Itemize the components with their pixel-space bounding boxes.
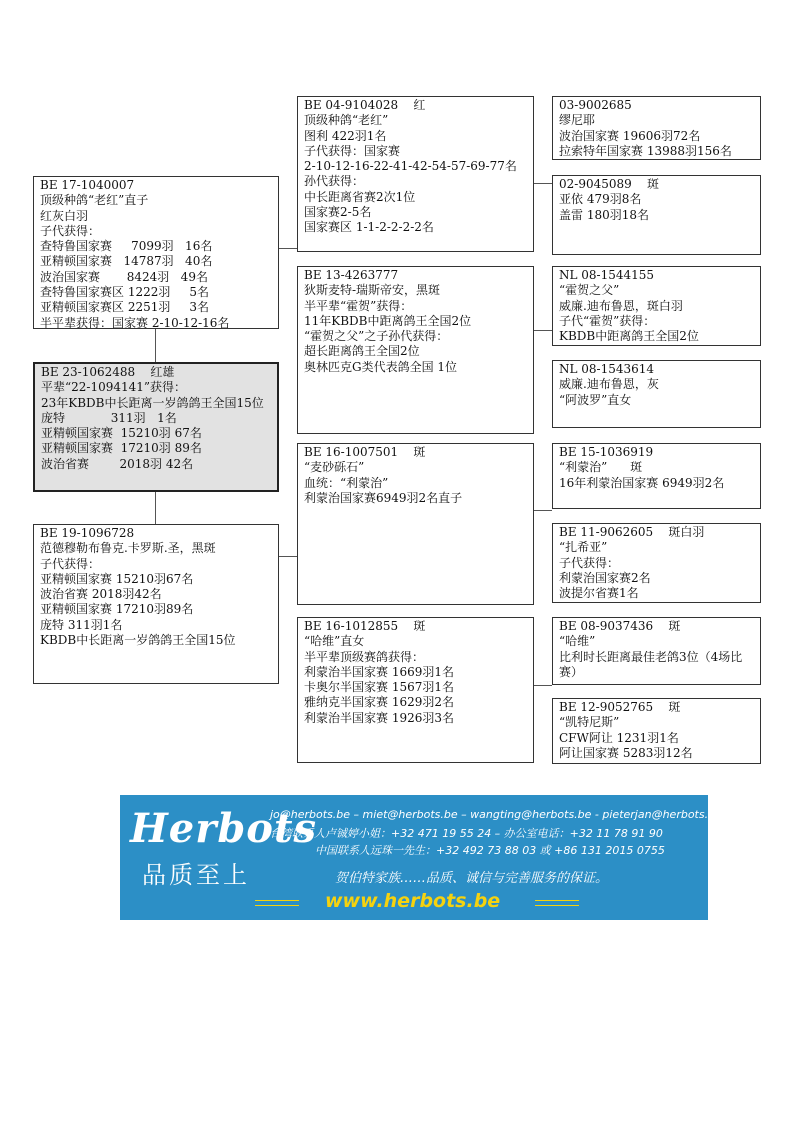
slogan: 品质至上: [142, 861, 250, 889]
pedigree-line: BE 15-1036919: [559, 445, 654, 459]
pedigree-line: “霍贺之父”之子孙代获得：: [304, 329, 449, 344]
pedigree-line: 威廉.迪布鲁恩，斑白羽: [559, 298, 683, 313]
pedigree-line: NL 08-1544155: [559, 268, 655, 282]
divider: [255, 900, 299, 906]
subject-line: BE 23-1062488 红雄: [41, 365, 175, 379]
dam-line: 范德穆勒布鲁克.卡罗斯.圣，黑斑: [40, 541, 216, 556]
pedigree-line: 孙代获得：: [304, 174, 365, 189]
pedigree-line: 02-9045089 斑: [559, 177, 660, 191]
pedigree-line: 狄斯麦特-瑞斯帝安，黑斑: [304, 283, 441, 298]
ancestor-card: [552, 360, 761, 428]
sire-line: BE 17-1040007: [40, 178, 135, 192]
dam-line: 亚精顿国家赛 15210羽67名: [40, 571, 194, 586]
pedigree-line: 阿让国家赛 5283羽12名: [559, 745, 693, 760]
pedigree-line: BE 13-4263777: [304, 268, 399, 282]
pedigree-line: 国家赛区 1-1-2-2-2-2名: [304, 220, 434, 235]
pedigree-line: 拉索特年国家赛 13988羽156名: [559, 143, 732, 158]
connector: [533, 183, 552, 184]
pedigree-line: 卡奥尔半国家赛 1567羽1名: [304, 680, 454, 695]
pedigree-line: 中长距离省赛2次1位: [304, 189, 416, 204]
pedigree-line: CFW阿让 1231羽1名: [559, 730, 679, 745]
pedigree-line: 奥林匹克G类代表鸽全国 1位: [304, 359, 458, 374]
pedigree-line: 利蒙治半国家赛 1669羽1名: [304, 664, 454, 679]
sire-line: 子代获得：: [40, 223, 101, 238]
email-contacts[interactable]: jo@herbots.be – miet@herbots.be – wangting@herbots.be - pieterjan@herbots.be: [270, 808, 722, 821]
subject-line: 平辈“22-1094141”获得：: [41, 380, 187, 395]
dam-line: 子代获得：: [40, 556, 101, 571]
sire-line: 顶级种鸽“老红”直子: [40, 193, 149, 208]
pedigree-line: “阿波罗”直女: [559, 392, 632, 407]
pedigree-line: BE 12-9052765 斑: [559, 700, 681, 714]
subject-card: [33, 362, 279, 492]
ancestor-card: [552, 175, 761, 255]
pedigree-line: 亚依 479羽8名: [559, 192, 642, 207]
pedigree-line: 2-10-12-16-22-41-42-54-57-69-77名: [304, 159, 517, 174]
granddam-dam-card: [297, 617, 534, 763]
pedigree-line: “扎希亚”: [559, 540, 608, 555]
pedigree-line: 11年KBDB中距离鸽王全国2位: [304, 313, 472, 328]
pedigree-line: 图利 422羽1名: [304, 128, 387, 143]
pedigree-line: 波提尔省赛1名: [559, 586, 639, 601]
sire-line: 红灰白羽: [40, 208, 89, 223]
granddam-sire-card: [297, 266, 534, 434]
ancestor-card: [552, 523, 761, 603]
ancestor-card: [552, 96, 761, 160]
pedigree-line: 威廉.迪布鲁恩，灰: [559, 377, 659, 392]
subject-line: 23年KBDB中长距离一岁鸽鸽王全国15位: [41, 395, 264, 410]
sire-line: 查特鲁国家赛区 1222羽 5名: [40, 285, 210, 300]
connector: [533, 330, 552, 331]
china-contact: 中国联系人远珠一先生：+32 492 73 88 03 或 +86 131 2015 0755: [315, 844, 665, 857]
ancestor-card: [552, 698, 761, 764]
pedigree-line: 利蒙治半国家赛 1926羽3名: [304, 710, 454, 725]
grandsire-dam-card: [297, 443, 534, 605]
pedigree-line: 子代获得：国家赛: [304, 143, 401, 158]
dam-card: [33, 524, 279, 684]
sire-line: 查特鲁国家赛 7099羽 16名: [40, 239, 213, 254]
connector: [533, 685, 552, 686]
pedigree-line: BE 16-1012855 斑: [304, 619, 426, 633]
grandsire-sire-card: [297, 96, 534, 252]
pedigree-line: BE 16-1007501 斑: [304, 445, 426, 459]
ancestor-card: [552, 617, 761, 685]
pedigree-line: BE 11-9062605 斑白羽: [559, 525, 705, 539]
connector: [155, 328, 156, 362]
pedigree-line: 子代获得：: [559, 555, 620, 570]
dam-line: 庞特 311羽1名: [40, 617, 123, 632]
pedigree-line: 国家赛2-5名: [304, 205, 372, 220]
dam-line: 亚精顿国家赛 17210羽89名: [40, 602, 194, 617]
pedigree-line: 盖雷 180羽18名: [559, 207, 649, 222]
sire-line: 波治国家赛 8424羽 49名: [40, 269, 208, 284]
herbots-banner: [120, 795, 722, 920]
sire-line: 半平辈获得：国家赛 2-10-12-16名: [40, 315, 230, 329]
pedigree-line: “麦砂砾石”: [304, 460, 365, 475]
tagline: 贺伯特家族……品质、诚信与完善服务的保证。: [335, 871, 609, 886]
pedigree-line: “利蒙治” 斑: [559, 460, 643, 475]
pedigree-line: 超长距离鸽王全国2位: [304, 344, 420, 359]
herbots-logo: Herbots: [130, 805, 317, 852]
dam-line: 波治省赛 2018羽42名: [40, 587, 162, 602]
pedigree-line: 缪尼耶: [559, 113, 596, 128]
pedigree-line: BE 04-9104028 红: [304, 98, 426, 112]
pedigree-line: 波治国家赛 19606羽72名: [559, 128, 701, 143]
pedigree-line: 半平辈顶级赛鸽获得：: [304, 649, 425, 664]
connector: [533, 510, 552, 511]
pedigree-line: “哈维”直女: [304, 634, 365, 649]
ancestor-card: [552, 266, 761, 346]
connector: [278, 248, 297, 249]
connector: [278, 556, 297, 557]
subject-line: 亚精顿国家赛 17210羽 89名: [41, 441, 202, 456]
pedigree-line: NL 08-1543614: [559, 362, 655, 376]
dam-line: KBDB中长距离一岁鸽鸽王全国15位: [40, 633, 236, 648]
dam-line: BE 19-1096728: [40, 526, 135, 540]
connector: [155, 491, 156, 524]
sire-line: 亚精顿国家赛 14787羽 40名: [40, 254, 213, 269]
pedigree-line: 子代“霍贺”获得：: [559, 313, 656, 328]
pedigree-line: 利蒙治国家赛2名: [559, 570, 651, 585]
pedigree-line: 16年利蒙治国家赛 6949羽2名: [559, 475, 725, 490]
subject-line: 亚精顿国家赛 15210羽 67名: [41, 426, 202, 441]
sire-card: [33, 176, 279, 329]
sire-line: 亚精顿国家赛区 2251羽 3名: [40, 300, 210, 315]
subject-line: 波治省赛 2018羽 42名: [41, 456, 194, 471]
pedigree-line: 顶级种鸽“老红”: [304, 113, 389, 128]
subject-line: 庞特 311羽 1名: [41, 410, 177, 425]
pedigree-line: 血统：“利蒙治”: [304, 475, 389, 490]
pedigree-line: 半平辈“霍贺”获得：: [304, 298, 413, 313]
pedigree-line: KBDB中距离鸽王全国2位: [559, 329, 699, 344]
pedigree-line: 利蒙治国家赛6949羽2名直子: [304, 490, 463, 505]
ancestor-card: [552, 443, 761, 509]
pedigree-line: 雅纳克半国家赛 1629羽2名: [304, 695, 454, 710]
website-link[interactable]: www.herbots.be: [325, 890, 501, 912]
pedigree-line: “霍贺之父”: [559, 283, 620, 298]
taiwan-contact: 台湾联系人卢铖婷小姐：+32 471 19 55 24 – 办公室电话：+32 11 78 91 90: [270, 827, 663, 840]
pedigree-line: “哈维”: [559, 634, 596, 649]
pedigree-line: 比利时长距离最佳老鸽3位（4场比赛）: [559, 649, 743, 679]
pedigree-line: “凯特尼斯”: [559, 715, 620, 730]
divider: [535, 900, 579, 906]
pedigree-line: BE 08-9037436 斑: [559, 619, 681, 633]
pedigree-line: 03-9002685: [559, 98, 632, 112]
